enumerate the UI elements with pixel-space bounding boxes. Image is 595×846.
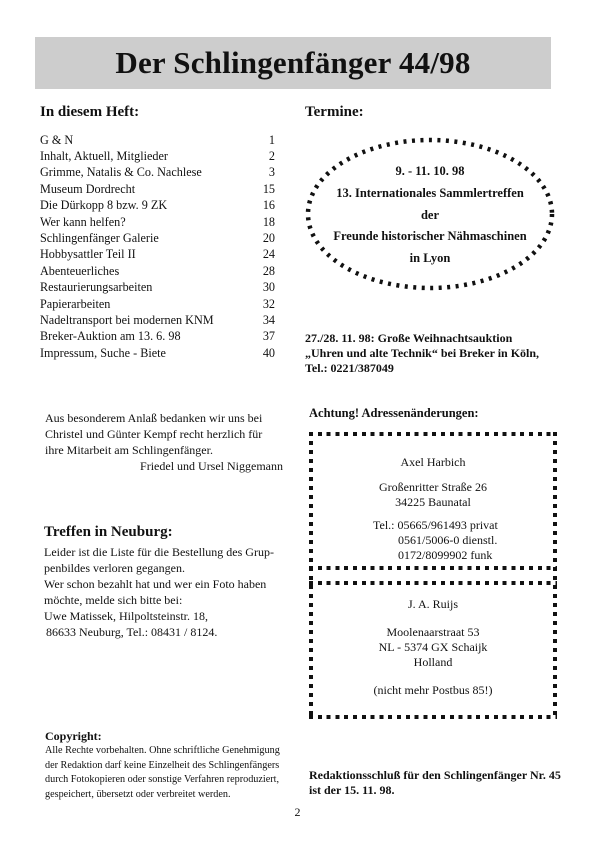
address-1-phone-private: Tel.: 05665/961493 privat — [373, 518, 498, 532]
toc-label: Restaurierungsarbeiten — [40, 280, 153, 295]
address-2-city: NL - 5374 GX Schaijk — [378, 640, 488, 654]
address-1-phones — [373, 518, 498, 563]
address-1-phone-office: 0561/5006-0 dienstl. — [398, 533, 498, 547]
toc-label: Wer kann helfen? — [40, 214, 126, 229]
address-1-name: Axel Harbich — [400, 455, 466, 469]
toc-page: 28 — [262, 263, 275, 278]
toc-page: 40 — [262, 345, 275, 360]
toc-page: 16 — [262, 198, 275, 213]
auction-line-1: 27./28. 11. 98: Große Weihnachtsauktion — [305, 331, 513, 345]
address-1-phone-mobile: 0172/8099902 funk — [398, 548, 493, 562]
toc-page: 20 — [262, 230, 275, 245]
toc-row — [40, 263, 275, 279]
toc-row — [40, 329, 275, 345]
treffen-line: penbildes verloren gegangen. — [44, 561, 185, 575]
copyright-text — [45, 744, 300, 802]
toc-row — [40, 148, 275, 164]
toc-page: 32 — [262, 296, 275, 311]
toc-row — [40, 312, 275, 328]
toc-page: 37 — [262, 329, 275, 344]
toc-page: 30 — [262, 280, 275, 295]
deadline-line-1: Redaktionsschluß für den Schlingenfänger Nr. 45 — [309, 768, 561, 782]
toc-page: 18 — [262, 214, 275, 229]
copyright-line: gespeichert, übersetzt oder verbreitet werden. — [45, 788, 231, 800]
toc-page: 15 — [262, 181, 275, 196]
toc-row — [40, 165, 275, 181]
toc-row — [40, 247, 275, 263]
toc-label: Schlingenfänger Galerie — [40, 230, 159, 245]
toc-label: Abenteuerliches — [40, 263, 120, 278]
toc-label: Inhalt, Aktuell, Mitglieder — [40, 148, 168, 163]
copyright-line: durch Fotokopieren oder sonstige Verfahren reproduziert, — [45, 774, 280, 785]
treffen-line: Uwe Matissek, Hilpoltsteinstr. 18, — [44, 609, 208, 623]
page-title: Der Schlingenfänger 44/98 — [115, 45, 471, 80]
contents-heading: In diesem Heft: — [40, 104, 140, 120]
toc-label: Papierarbeiten — [40, 296, 111, 311]
copyright-line: Alle Rechte vorbehalten. Ohne schriftliche Genehmigung — [45, 745, 280, 756]
toc-row — [40, 181, 275, 197]
toc-row — [40, 198, 275, 214]
toc-label: Hobbysattler Teil II — [40, 247, 136, 262]
toc-row — [40, 296, 275, 312]
treffen-line: Leider ist die Liste für die Bestellung des Grup- — [44, 545, 274, 559]
toc-label: Impressum, Suche - Biete — [40, 345, 166, 360]
toc-label: G & N — [40, 132, 74, 147]
termine-heading: Termine: — [305, 104, 364, 120]
address-2-street: Moolenaarstraat 53 — [386, 625, 480, 639]
event-der: der — [420, 208, 440, 222]
thanks-signature: Friedel und Ursel Niggemann — [140, 459, 283, 473]
treffen-line: 86633 Neuburg, Tel.: 08431 / 8124. — [46, 625, 218, 639]
toc-row — [40, 230, 275, 246]
toc-label: Breker-Auktion am 13. 6. 98 — [40, 329, 181, 344]
event-society: Freunde historischer Nähmaschinen — [333, 229, 527, 243]
toc-row — [40, 280, 275, 296]
thanks-line-2: Christel und Günter Kempf recht herzlich für — [45, 427, 263, 441]
toc-row — [40, 214, 275, 230]
toc-label: Grimme, Natalis & Co. Nachlese — [40, 165, 202, 180]
treffen-heading: Treffen in Neuburg: — [44, 524, 173, 540]
toc-page: 1 — [268, 132, 275, 147]
auction-line-3: Tel.: 0221/387049 — [305, 361, 394, 375]
address-2-note: (nicht mehr Postbus 85!) — [373, 683, 493, 697]
title-banner — [35, 37, 551, 89]
copyright-heading: Copyright: — [45, 729, 102, 743]
address-changes-heading: Achtung! Adressenänderungen: — [309, 406, 479, 420]
toc-page: 3 — [268, 165, 275, 180]
auction-notice — [305, 331, 539, 376]
toc-label: Nadeltransport bei modernen KNM — [40, 312, 214, 327]
treffen-line: möchte, melde sich bitte bei: — [44, 593, 183, 607]
deadline-line-2: ist der 15. 11. 98. — [309, 783, 395, 797]
page-number: 2 — [294, 805, 301, 819]
address-1-street: Großenritter Straße 26 — [379, 480, 487, 494]
deadline-notice — [309, 768, 561, 798]
address-2-country: Holland — [413, 655, 453, 669]
event-location: in Lyon — [409, 251, 451, 265]
treffen-line: Wer schon bezahlt hat und wer ein Foto haben — [44, 577, 267, 591]
treffen-text — [44, 544, 289, 640]
toc-label: Die Dürkopp 8 bzw. 9 ZK — [40, 198, 168, 213]
copyright-line: der Redaktion darf keine Einzelheit des Schlingenfängers — [45, 759, 280, 771]
toc-page: 24 — [262, 247, 275, 262]
thanks-note — [45, 410, 285, 474]
toc-row — [40, 132, 275, 148]
toc-label: Museum Dordrecht — [40, 181, 136, 196]
thanks-line-1: Aus besonderem Anlaß bedanken wir uns bei — [45, 411, 263, 425]
event-date: 9. - 11. 10. 98 — [395, 164, 465, 178]
toc-page: 34 — [262, 312, 275, 327]
address-1-city: 34225 Baunatal — [395, 495, 471, 509]
auction-line-2: „Uhren und alte Technik“ bei Breker in Köln, — [305, 346, 540, 360]
address-2-name: J. A. Ruijs — [407, 597, 458, 611]
toc-row — [40, 345, 275, 361]
event-title: 13. Internationales Sammlertreffen — [336, 186, 524, 200]
toc-page: 2 — [268, 148, 275, 163]
thanks-line-3: ihre Mitarbeit am Schlingenfänger. — [45, 443, 213, 457]
